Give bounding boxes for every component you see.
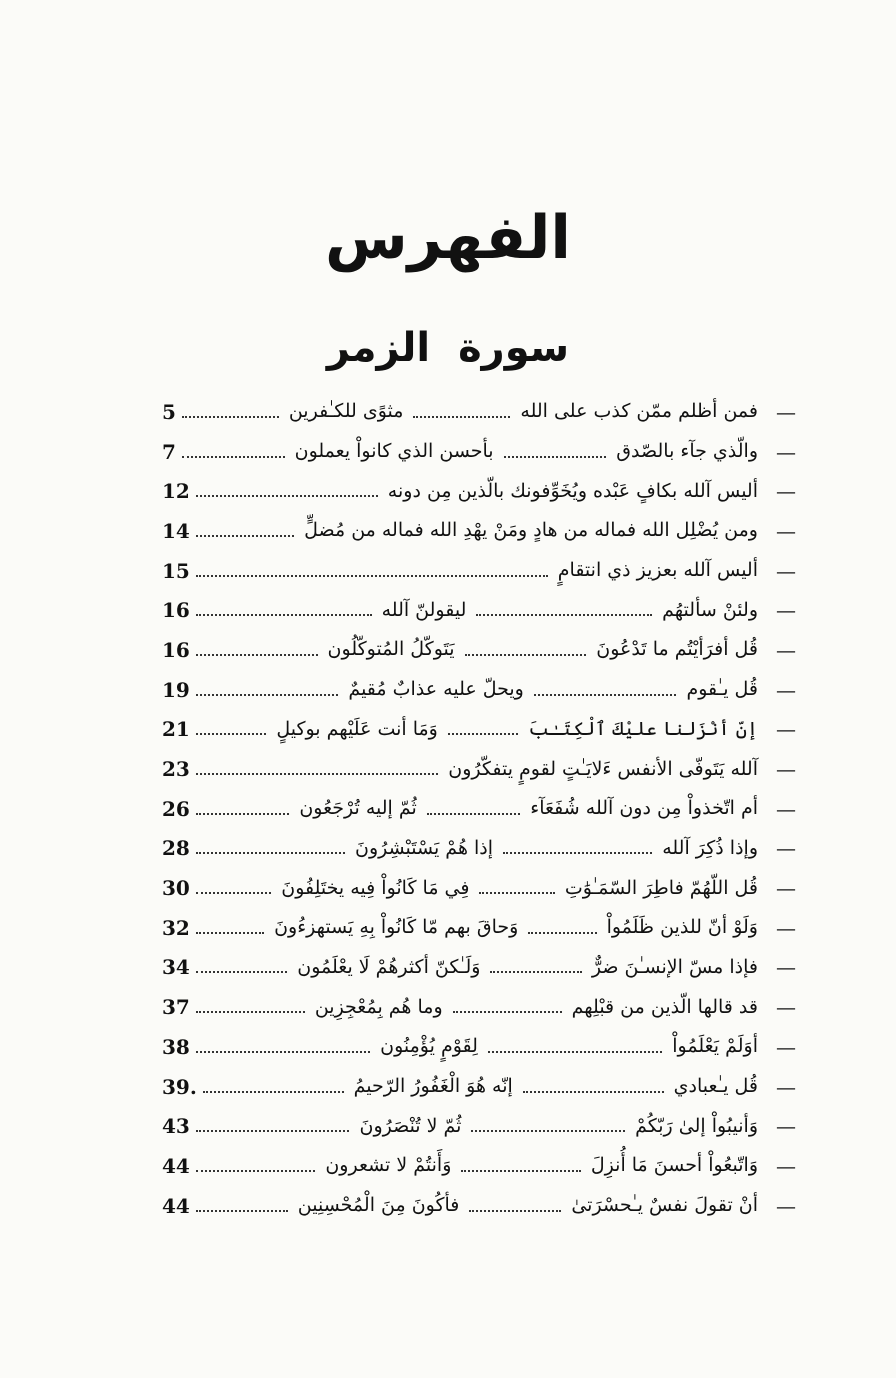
verse-start: فمن أظلم ممّن كذب على الله [520, 400, 758, 423]
verse-end: وَلَـٰكنّ أكثرهُمْ لَا يعْلَمُون [297, 955, 481, 978]
entry-dash: — [776, 518, 796, 543]
dot-leader [196, 535, 294, 537]
dot-leader [196, 852, 345, 854]
verse-end: ثُمّ لا تُنْصَرُونَ [359, 1114, 462, 1137]
dot-leader [196, 892, 271, 894]
dot-leader [196, 1011, 305, 1013]
dot-leader [196, 1210, 288, 1212]
entry-dash: — [776, 479, 796, 504]
entry-dash: — [776, 637, 796, 662]
dot-leader [476, 614, 652, 616]
verse-start: والّذي جآء بالصّدق [616, 440, 758, 463]
verse-start: قُل أفرَأيْتُم ما تَدْعُونَ [596, 638, 758, 661]
dot-leader [196, 733, 266, 735]
dot-leader [196, 1170, 315, 1172]
page-number: 44 [162, 1193, 190, 1218]
entry-dash: — [776, 915, 796, 940]
toc-entry [160, 590, 796, 630]
toc-entry [160, 1027, 796, 1067]
dot-leader [523, 1091, 664, 1093]
entry-dash: — [776, 796, 796, 821]
verse-end: بأحسن الذي كانواْ يعملون [294, 440, 494, 463]
dot-leader [196, 654, 318, 656]
verse-start: وَاتّبعُواْ أحسنَ مَا أُنزِلَ [590, 1154, 758, 1177]
page-number: 16 [162, 637, 190, 662]
verse-start: أوَلَمْ يَعْلَمُواْ [672, 1035, 758, 1058]
dot-leader [479, 892, 554, 894]
dot-leader [196, 971, 287, 973]
dot-leader [488, 1051, 662, 1053]
dot-leader [427, 813, 521, 815]
dot-leader [182, 456, 285, 458]
dot-leader [465, 654, 587, 656]
dot-leader [182, 416, 279, 418]
page-number: 30 [161, 876, 190, 901]
page-number: 5 [162, 399, 176, 424]
verse-start: ولئنْ سألتهُم [662, 598, 758, 621]
verse-end: إنّه هُوَ الْغَفُورُ الرّحيمُ [353, 1075, 513, 1098]
page-number: 23 [162, 757, 190, 782]
entry-dash: — [776, 836, 796, 861]
toc-entry [160, 829, 796, 869]
verse-start: قد قالها الّذين من قبْلِهم [571, 995, 758, 1018]
verse-end: لِقَوْمٍ يُؤْمِنُون [380, 1035, 478, 1058]
dot-leader [528, 932, 596, 934]
verse-start: وَأنيبُواْ إلىٰ رَبّكُمْ [635, 1114, 758, 1137]
toc-entry [160, 987, 796, 1027]
toc-entry [160, 630, 796, 670]
page-number: 15 [162, 558, 190, 583]
verse-start: فإذا مسّ الإنسـٰنَ ضرٌّ [591, 955, 758, 978]
entry-dash: — [776, 955, 796, 980]
toc-entry [160, 392, 796, 432]
toc-entry [160, 471, 796, 511]
dot-leader [196, 773, 438, 775]
entry-dash: — [776, 876, 796, 901]
verse-end: يَتَوكّلُ المُتوكّلُون [327, 638, 455, 661]
verse-start: قُل يـٰعبادي [673, 1075, 758, 1098]
verse-end: وَمَا أنت عَلَيْهم بوكيلٍ [276, 717, 438, 740]
toc-entry [160, 789, 796, 829]
page-number: 7 [161, 439, 176, 464]
dot-leader [196, 575, 548, 577]
toc-entry [160, 432, 796, 472]
verse-end: فِي مَا كَانُواْ فِيه يختَلِفُونَ [281, 876, 470, 899]
toc-entry [160, 749, 796, 789]
entry-dash: — [776, 558, 796, 583]
toc-entry [160, 948, 796, 988]
page-number: 19 [162, 677, 190, 702]
dot-leader [461, 1170, 580, 1172]
toc-entry [160, 1146, 796, 1186]
entry-dash: — [776, 1193, 796, 1218]
verse-start: أليس آلله بكافٍ عَبْده ويُخَوِّفونك بالّذين مِن دونه [387, 479, 758, 502]
toc-entry [160, 551, 796, 591]
dot-leader [196, 495, 378, 497]
verse-start: أم اتّخذواْ مِن دون آلله شُفَعَآء [530, 797, 758, 820]
dot-leader [203, 1091, 344, 1093]
entry-dash: — [776, 995, 796, 1020]
entry-dash: — [776, 717, 796, 742]
toc-entry [160, 1186, 796, 1226]
entry-dash: — [776, 399, 796, 424]
index-title: الفهرس [324, 203, 571, 273]
entry-dash: — [776, 1074, 796, 1099]
verse-end: وَأَنتُمْ لا تشعرون [325, 1154, 452, 1177]
dot-leader [196, 1130, 350, 1132]
dot-leader [196, 813, 290, 815]
verse-start: قُل اللّهُمّ فاطِرَ السّمَـٰوَٰتِ [564, 876, 758, 899]
dot-leader [196, 932, 264, 934]
entry-dash: — [776, 1034, 796, 1059]
verse-start: وَلَوْ أنّ للذين ظَلَمُواْ [606, 916, 758, 939]
entry-dash: — [776, 757, 796, 782]
dot-leader [196, 1051, 370, 1053]
toc-entry [160, 670, 796, 710]
verse-end: وما هُم بِمُعْجِزِين [314, 995, 443, 1018]
verse-start: ومن يُضْلِل الله فماله من هادٍ ومَنْ يهْدِ الله فماله من مُضلٍّ [304, 519, 758, 542]
verse-end: ويحلّ عليه عذابٌ مُقيمٌ [348, 678, 524, 701]
page-number: 37 [161, 995, 190, 1020]
dot-leader [448, 733, 518, 735]
verse-end: مثوًى للكـٰفرين [288, 400, 404, 423]
dot-leader [196, 614, 372, 616]
page-number: 16 [161, 598, 190, 623]
page-number: 39. [162, 1074, 197, 1099]
toc-entry [160, 1106, 796, 1146]
verse-start: أليس آلله بعزيز ذي انتقامٍ [557, 559, 758, 582]
entry-dash: — [776, 677, 796, 702]
page-number: 14 [162, 518, 190, 543]
verse-start: آلله يَتَوفّى الأنفس ءَلايَـٰتٍ لقومٍ يتفكّرُون [448, 757, 758, 780]
verse-end: وَحاقَ بهم مّا كَانُواْ بِهِ يَستهزءُونَ [274, 916, 519, 939]
page-number: 26 [162, 796, 190, 821]
dot-leader [504, 456, 607, 458]
page-number: 21 [162, 717, 190, 742]
entry-dash: — [776, 598, 796, 623]
toc-entry [160, 710, 796, 750]
dot-leader [534, 694, 677, 696]
dot-leader [196, 694, 339, 696]
dot-leader [490, 971, 581, 973]
verse-start: قُل يـٰقوم [686, 678, 758, 701]
verse-end: ليقولنّ آلله [381, 598, 467, 621]
page-number: 43 [161, 1114, 190, 1139]
page-number: 32 [162, 915, 190, 940]
page-number: 38 [161, 1034, 190, 1059]
entry-dash: — [776, 1114, 796, 1139]
verse-start: إنّ أنْزَلنا عليْكَ ٱلْكِتَـٰبَ [528, 717, 758, 740]
entry-dash: — [776, 1153, 796, 1178]
surah-title: سورة الزمر [326, 325, 570, 371]
page-number: 44 [162, 1153, 190, 1178]
dot-leader [471, 1130, 625, 1132]
page-number: 12 [162, 479, 190, 504]
page-number: 28 [162, 836, 190, 861]
toc-entry [160, 1067, 796, 1107]
toc-entry [160, 868, 796, 908]
dot-leader [503, 852, 652, 854]
dot-leader [413, 416, 510, 418]
page-number: 34 [161, 955, 190, 980]
verse-start: وإذا ذُكِرَ آلله [662, 836, 758, 859]
verse-start: أنْ تقولَ نفسٌ يـٰحسْرَتىٰ [571, 1194, 758, 1217]
toc-entry [160, 511, 796, 551]
dot-leader [469, 1210, 561, 1212]
verse-end: إذا هُمْ يَسْتَبْشِرُونَ [355, 836, 494, 859]
table-of-contents [160, 392, 796, 1225]
verse-end: فأكُونَ مِنَ الْمُحْسِنِين [297, 1194, 460, 1217]
verse-end: ثُمّ إليه تُرْجَعُون [299, 797, 417, 820]
entry-dash: — [776, 439, 796, 464]
toc-entry [160, 908, 796, 948]
dot-leader [453, 1011, 562, 1013]
